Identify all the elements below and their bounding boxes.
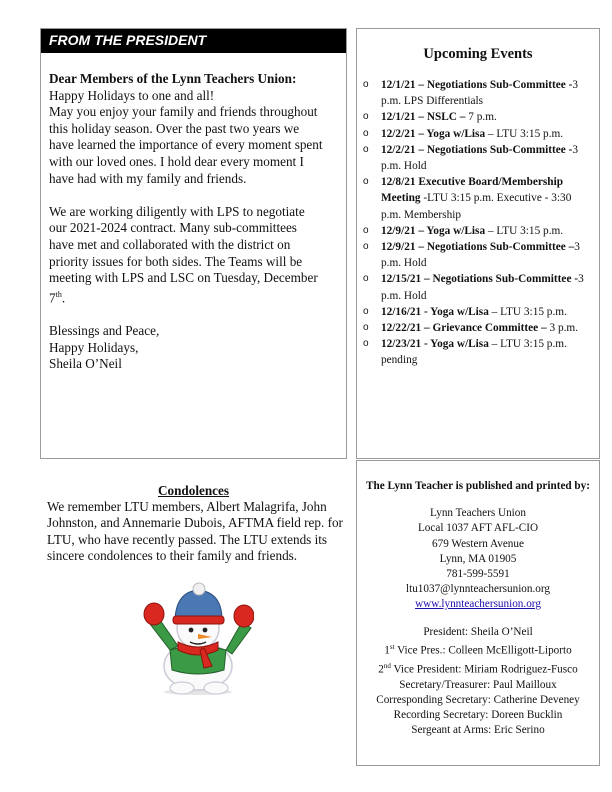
president-letter: [41, 53, 346, 373]
event-item: o 12/23/21 - Yoga w/Lisa – LTU 3:15 p.m. pending: [363, 336, 591, 368]
bullet-icon: o: [363, 241, 369, 253]
publisher-section: [356, 460, 600, 766]
condolences-section: [40, 483, 347, 564]
president-section: [40, 28, 347, 459]
officer-president: President: Sheila O’Neil: [423, 625, 533, 638]
address-line: Lynn Teachers Union: [430, 507, 526, 520]
bullet-icon: o: [363, 143, 369, 155]
letter-line: have met and collaborated with the district on: [49, 236, 291, 252]
events-list: [357, 77, 599, 369]
event-item: o 12/22/21 – Grievance Committee – 3 p.m.: [363, 320, 591, 336]
website-link[interactable]: www.lynnteachersunion.org: [415, 598, 541, 611]
officer-vp1: 1st Vice Pres.: Colleen McElligott-Liporto: [384, 642, 572, 657]
bullet-icon: o: [363, 273, 369, 285]
event-item: o 12/2/21 – Negotiations Sub-Committee -3 p.m. Hold: [363, 142, 591, 174]
letter-line: have learned the importance of every moment spent: [49, 137, 323, 153]
letter-line: with our loved ones. I hold dear every moment I: [49, 153, 304, 169]
closing-line: Happy Holidays,: [49, 339, 139, 355]
address-line: Lynn, MA 01905: [439, 552, 517, 565]
closing-line: Blessings and Peace,: [49, 323, 160, 339]
event-item: o 12/9/21 – Negotiations Sub-Committee –3 p.m. Hold: [363, 239, 591, 271]
letter-line: our 2021-2024 contract. Many sub-committees: [49, 220, 297, 236]
email: ltu1037@lynnteachersunion.org: [405, 583, 550, 596]
officer-line: Secretary/Treasurer: Paul Mailloux: [399, 678, 557, 691]
bullet-icon: o: [363, 338, 369, 350]
signature: Sheila O’Neil: [49, 356, 122, 372]
letter-line: 7th.: [49, 289, 66, 306]
officer-line: Sergeant at Arms: Eric Serino: [411, 724, 545, 737]
officer-line: Recording Secretary: Doreen Bucklin: [393, 709, 563, 722]
letter-line: this holiday season. Over the past two years we: [49, 120, 300, 136]
bullet-icon: o: [363, 111, 369, 123]
events-title: Upcoming Events: [423, 46, 533, 62]
event-item: o 12/16/21 - Yoga w/Lisa – LTU 3:15 p.m.: [363, 304, 591, 320]
letter-line: Happy Holidays to one and all!: [49, 87, 215, 103]
event-item: o 12/1/21 – NSLC – 7 p.m.: [363, 109, 591, 125]
officer-line: Corresponding Secretary: Catherine Deveney: [376, 693, 580, 706]
address-line: 679 Western Avenue: [432, 537, 524, 550]
event-item: o 12/8/21 Executive Board/Membership Meeting -LTU 3:15 p.m. Executive - 3:30 p.m. Membership: [363, 174, 591, 223]
letter-line: priority issues for both sides. The Teams will be: [49, 253, 303, 269]
snowman-icon: [142, 580, 254, 696]
publisher-title: The Lynn Teacher is published and printed by:: [366, 480, 590, 492]
bullet-icon: o: [363, 176, 369, 188]
address-line: Local 1037 AFT AFL-CIO: [417, 522, 539, 535]
events-section: [356, 28, 600, 459]
condolences-text: We remember LTU members, Albert Malagrifa, John Johnston, and Annemarie Dubois, AFTMA field rep. for LTU, who have recently passed. The LTU extends its sincere condolences to their family and friends.: [47, 499, 343, 563]
bullet-icon: o: [363, 305, 369, 317]
bullet-icon: o: [363, 127, 369, 139]
phone: 781-599-5591: [446, 568, 510, 581]
event-item: o 12/9/21 – Yoga w/Lisa – LTU 3:15 p.m.: [363, 223, 591, 239]
condolences-title: Condolences: [157, 483, 230, 498]
letter-line: May you enjoy your family and friends throughout: [49, 104, 318, 120]
letter-line: We are working diligently with LPS to negotiate: [49, 203, 305, 219]
bullet-icon: o: [363, 322, 369, 334]
president-header: FROM THE PRESIDENT: [41, 29, 346, 53]
salutation: Dear Members of the Lynn Teachers Union:: [49, 71, 297, 86]
event-item: o 12/2/21 – Yoga w/Lisa – LTU 3:15 p.m.: [363, 126, 591, 142]
bullet-icon: o: [363, 79, 369, 90]
event-item: o 12/15/21 – Negotiations Sub-Committee -3 p.m. Hold: [363, 271, 591, 303]
letter-line: meeting with LPS and LSC on Tuesday, December: [49, 270, 318, 286]
bullet-icon: o: [363, 224, 369, 236]
event-item: o 12/1/21 – Negotiations Sub-Committee -3 p.m. LPS Differentials: [363, 77, 591, 109]
officer-vp2: 2nd Vice President: Miriam Rodriguez-Fusco: [378, 661, 578, 676]
letter-line: have had with my family and friends.: [49, 170, 247, 186]
